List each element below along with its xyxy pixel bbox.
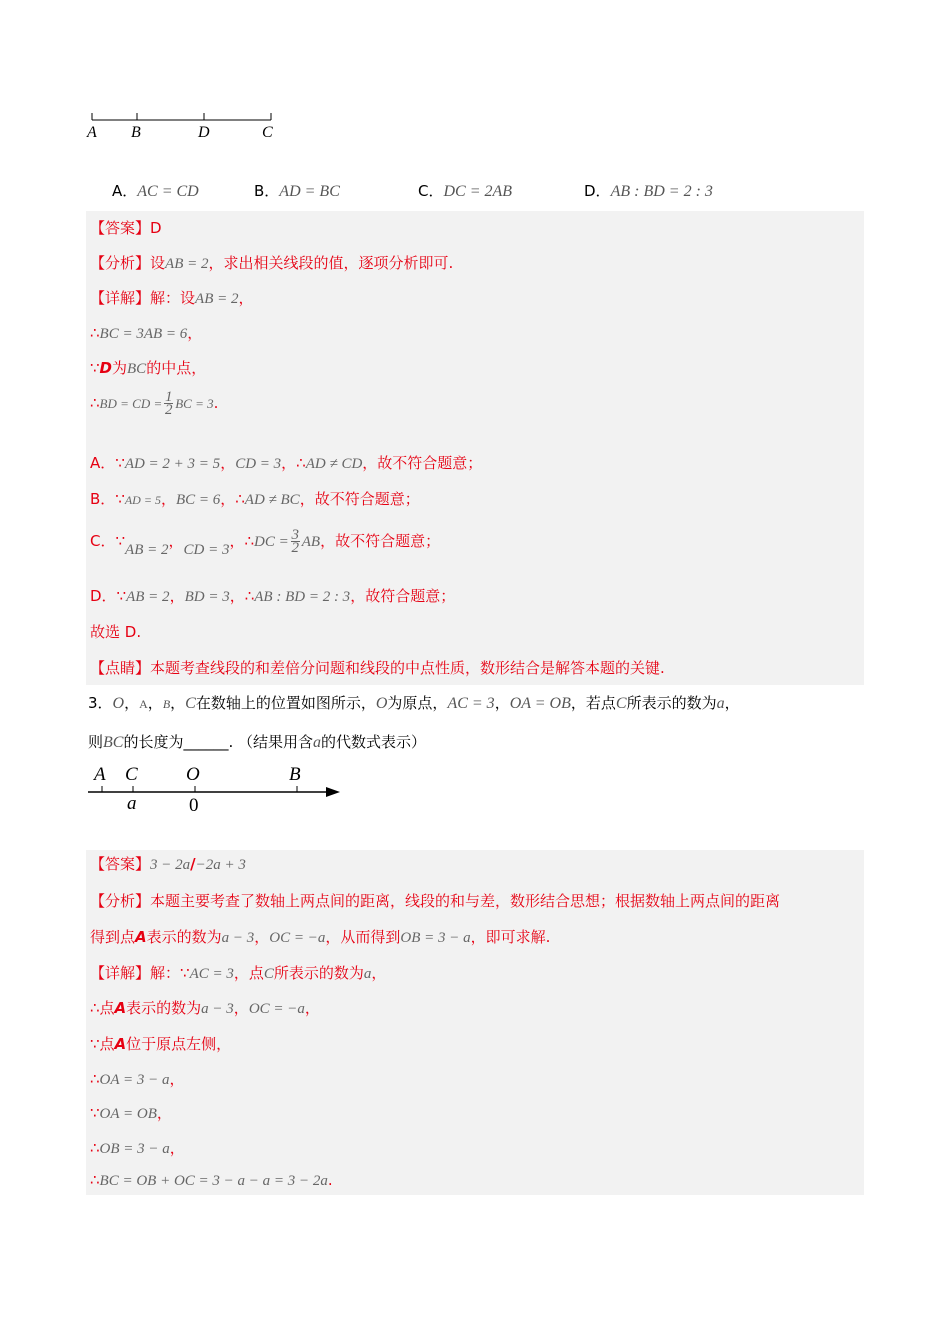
note-line: [90, 657, 665, 678]
math: O: [375, 695, 388, 712]
text: ，求出相关线段的值，逐项分析即可.: [208, 254, 454, 272]
text: 所表示的数为: [273, 964, 364, 982]
math: AB = 2: [195, 291, 239, 307]
text: ，∴: [229, 587, 255, 605]
option-letter: A．: [112, 182, 138, 200]
detail-line: [90, 962, 386, 983]
option-a: [112, 180, 199, 201]
therefore-symbol: ∴: [90, 1171, 100, 1189]
math: a − 3: [201, 1001, 234, 1017]
arrow-head-icon: [326, 787, 340, 797]
text: ∵点: [90, 1035, 115, 1053]
text: 本题主要考查了数轴上两点间的距离，线段的和与差，数形结合思想；根据数轴上两点间的距离: [150, 892, 781, 910]
note-text: 本题考查线段的和差倍分问题和线段的中点性质，数形结合是解答本题的关键.: [150, 659, 665, 677]
math: A: [139, 697, 148, 711]
math: OB = 3 − a: [400, 930, 471, 946]
text: ，: [220, 454, 236, 472]
q3-solution-panel: [86, 850, 864, 1195]
math: C: [185, 695, 196, 712]
math: O: [112, 695, 125, 712]
analysis-tag: 【分析】: [90, 254, 151, 272]
text: . （结果用含: [228, 733, 314, 751]
math: CD = 3: [235, 456, 282, 472]
text: ，∴: [281, 454, 306, 472]
point-label-b: B: [131, 124, 141, 141]
option-letter: C．: [418, 182, 444, 200]
axis-label-a: A: [94, 764, 106, 785]
step-line: [90, 1137, 185, 1158]
text: ，∴: [229, 532, 255, 550]
text: 设: [150, 254, 166, 272]
text: ，: [724, 694, 740, 712]
text: ∴点: [90, 999, 115, 1017]
text: ，点: [233, 964, 264, 982]
text: 位于原点左侧，: [126, 1035, 232, 1053]
question-number: 3．: [88, 694, 113, 712]
math: AD = 2 + 3 = 5: [124, 456, 221, 472]
text: ，从而得到: [325, 928, 401, 946]
text: ，即可求解.: [470, 928, 551, 946]
text: 的代数式表示）: [321, 733, 427, 751]
math: BC = 3AB = 6: [99, 326, 188, 342]
text: ，: [238, 289, 254, 307]
text: 故选 D.: [90, 623, 142, 641]
text: 表示的数为: [146, 928, 222, 946]
because-symbol: ∵: [90, 1104, 100, 1122]
text: ，: [169, 1070, 185, 1088]
answer-tag: 【答案】: [90, 219, 151, 237]
math: 3 − 2a: [150, 857, 191, 873]
text: 则: [88, 733, 104, 751]
text: .: [213, 394, 219, 412]
answer-tag: 【答案】: [90, 855, 151, 873]
math: DC =: [254, 534, 289, 550]
math: −2a + 3: [195, 857, 246, 873]
q2-solution-panel: [86, 211, 864, 685]
math: AB = 2: [165, 256, 209, 272]
math: AB = 2: [125, 542, 169, 558]
point-label-a: A: [87, 124, 97, 141]
text: ，: [494, 694, 510, 712]
math: OA = 3 − a: [99, 1072, 170, 1088]
text: ，: [147, 694, 163, 712]
option-expr: AC = CD: [137, 183, 199, 200]
math: BD = CD =: [99, 396, 163, 411]
text: ，: [160, 490, 176, 508]
text: ，故不符合题意；: [320, 532, 441, 550]
fraction: [291, 529, 300, 554]
text: ，: [124, 694, 140, 712]
text: 表示的数为: [126, 999, 202, 1017]
math: a: [313, 734, 322, 751]
detail-line: [90, 287, 254, 308]
variable: A: [135, 928, 147, 946]
step-line: [90, 322, 202, 343]
text: ，: [233, 999, 249, 1017]
option-expr: AD = BC: [279, 183, 340, 200]
math: AB = 2: [126, 589, 170, 605]
text: ，: [170, 694, 186, 712]
option-expr: DC = 2AB: [443, 183, 513, 200]
detail-tag: 【详解】: [90, 289, 151, 307]
option-c: [418, 180, 512, 201]
math: BC = 6: [175, 492, 221, 508]
axis-label-c: C: [125, 764, 138, 785]
math: AB : BD = 2 : 3: [254, 589, 351, 605]
math: AC = 3: [189, 966, 234, 982]
option-d: [584, 180, 713, 201]
text: 的中点，: [146, 359, 207, 377]
therefore-symbol: ∴: [90, 1139, 100, 1157]
number-line-figure: [84, 758, 346, 816]
text: ，若点: [570, 694, 616, 712]
step-line: [90, 997, 320, 1018]
text: ，: [168, 532, 184, 550]
math: AD = 5: [124, 493, 161, 507]
math: OA = OB: [99, 1106, 157, 1122]
math: AC = 3: [447, 695, 495, 712]
step-line: [90, 1102, 172, 1123]
text: ，故不符合题意；: [362, 454, 483, 472]
text: ，: [254, 928, 270, 946]
text: 解：设: [150, 289, 196, 307]
math: BC = OB + OC = 3 − a − a = 3 − 2a: [99, 1173, 328, 1189]
analysis-tag: 【分析】: [90, 892, 151, 910]
numerator: 1: [164, 389, 173, 405]
option-check-line: [90, 527, 441, 558]
math: OC = −a: [248, 1001, 305, 1017]
answer-value: D: [150, 219, 162, 237]
text: B．∵: [90, 490, 125, 508]
text: C．∵: [90, 532, 126, 550]
segment-figure: [80, 108, 290, 144]
therefore-symbol: ∴: [90, 394, 100, 412]
option-check-line: [90, 585, 455, 606]
axis-value-a: a: [127, 793, 137, 814]
math: OA = OB: [509, 695, 571, 712]
denominator: 2: [164, 402, 173, 418]
option-letter: B．: [254, 182, 280, 200]
answer-blank: ______: [183, 733, 229, 751]
analysis-line: [90, 890, 780, 911]
step-line: [90, 1068, 185, 1089]
option-letter: D．: [584, 182, 611, 200]
text: ，: [156, 1104, 172, 1122]
text: ，: [169, 587, 185, 605]
axis-value-zero: 0: [189, 795, 199, 816]
math: B: [162, 697, 171, 711]
conclusion-line: [90, 621, 141, 642]
text: ，: [371, 964, 387, 982]
step-line: [90, 391, 218, 416]
analysis-line: [90, 252, 453, 273]
text: D．∵: [90, 587, 127, 605]
math: a: [363, 966, 372, 982]
text: 为: [112, 359, 128, 377]
math: CD = 3: [183, 542, 230, 558]
math: a: [716, 695, 725, 712]
detail-tag: 【详解】: [90, 964, 151, 982]
math: AD ≠ BC: [244, 492, 300, 508]
axis-label-b: B: [289, 764, 301, 785]
point-label-d: D: [198, 124, 210, 141]
step-line: [90, 1033, 231, 1054]
because-symbol: ∵: [90, 359, 100, 377]
numerator: 3: [291, 527, 299, 543]
therefore-symbol: ∴: [90, 1070, 100, 1088]
variable: D: [99, 359, 112, 377]
text: 解：∵: [150, 964, 190, 982]
therefore-symbol: ∴: [90, 324, 100, 342]
math: AD ≠ CD: [305, 456, 363, 472]
step-line: [90, 357, 206, 378]
text: ，: [169, 1139, 185, 1157]
math: BC: [103, 734, 124, 751]
text: .: [327, 1171, 333, 1189]
answer-line: [90, 853, 246, 874]
answer-line: [90, 217, 162, 238]
text: ，故不符合题意；: [299, 490, 420, 508]
separator: /: [190, 855, 196, 873]
variable: A: [114, 999, 127, 1017]
text: ，: [187, 324, 203, 342]
math: AB: [301, 534, 321, 550]
math: BC: [127, 361, 147, 377]
option-b: [254, 180, 340, 201]
step-line: [90, 1171, 333, 1190]
text: 为原点，: [387, 694, 448, 712]
text: 在数轴上的位置如图所示，: [195, 694, 376, 712]
question-3-line-1: [88, 692, 740, 713]
text: ，∴: [220, 490, 245, 508]
text: ，: [304, 999, 320, 1017]
text: 得到点: [90, 928, 136, 946]
analysis-line: [90, 926, 550, 947]
math: C: [263, 966, 274, 982]
variable: A: [114, 1035, 127, 1053]
math: a − 3: [221, 930, 255, 946]
axis-label-o: O: [186, 764, 200, 785]
text: A．∵: [90, 454, 125, 472]
option-check-line: [90, 452, 482, 473]
math: OB = 3 − a: [99, 1141, 170, 1157]
text: 的长度为: [123, 733, 184, 751]
note-tag: 【点睛】: [90, 659, 151, 677]
text: ，故符合题意；: [350, 587, 456, 605]
denominator: 2: [291, 540, 299, 556]
option-check-line: [90, 488, 420, 509]
math: C: [615, 695, 627, 712]
option-expr: AB : BD = 2 : 3: [610, 183, 713, 200]
math: BC = 3: [175, 396, 214, 411]
math: OC = −a: [269, 930, 326, 946]
fraction: [164, 391, 173, 416]
question-3-line-2: [88, 731, 426, 752]
text: 所表示的数为: [626, 694, 717, 712]
math: BD = 3: [184, 589, 230, 605]
point-label-c: C: [262, 124, 273, 141]
